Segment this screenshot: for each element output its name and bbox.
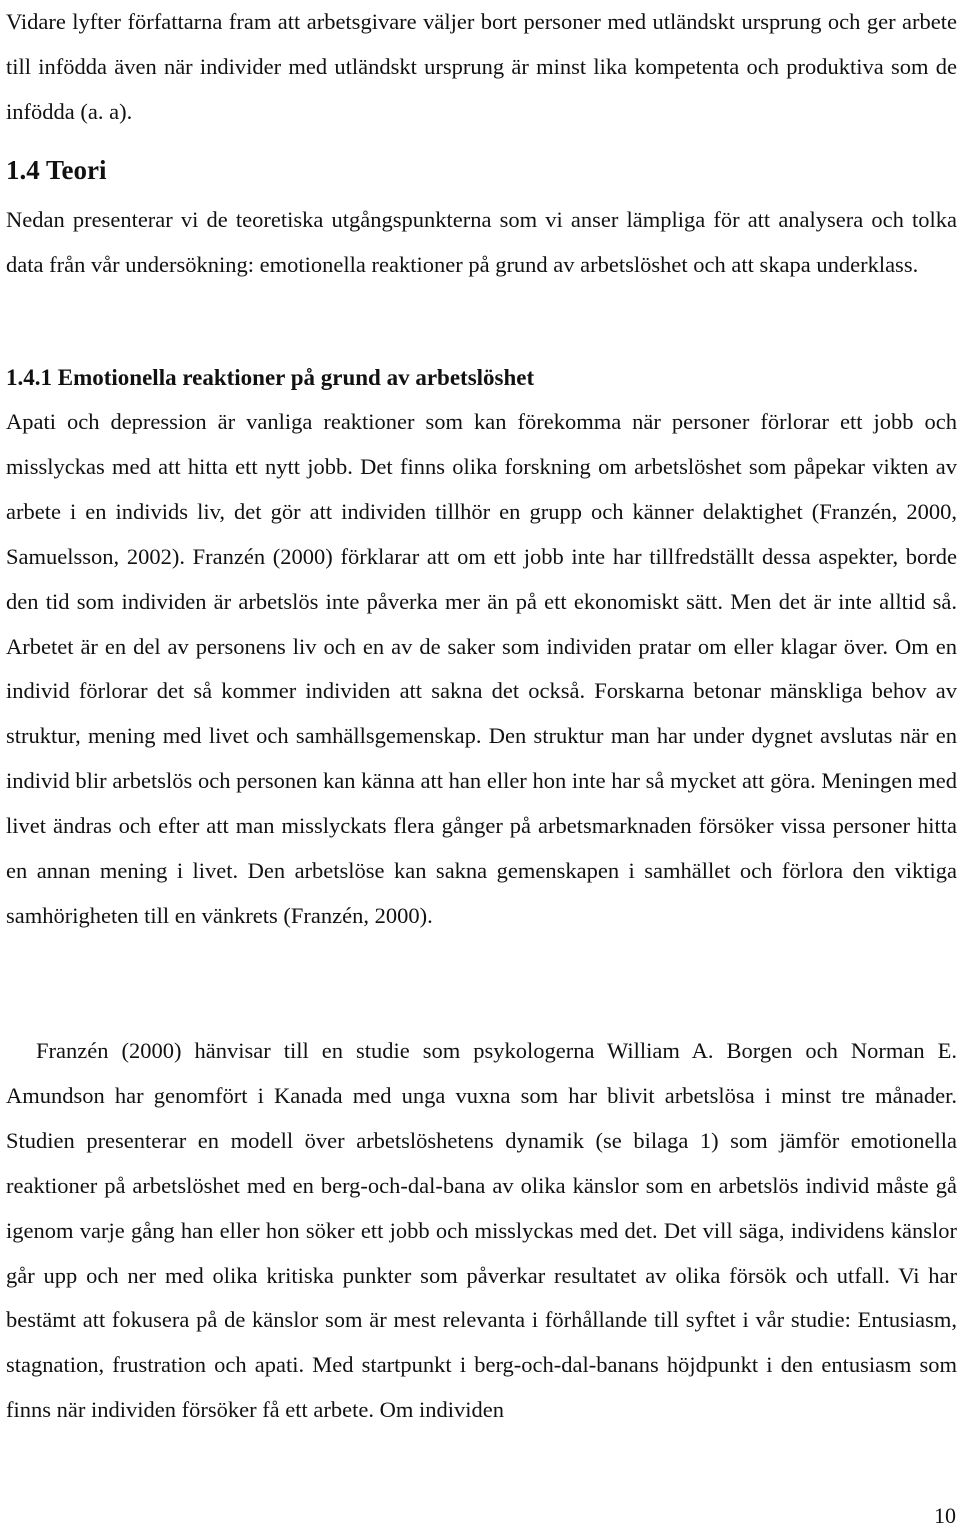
intro-paragraph: Vidare lyfter författarna fram att arbetsgivare väljer bort personer med utländskt ursprung och ger arbete till infödda även när individer med utländskt ursprung är minst lika kompetenta och produktiva som de infödda (a. a). [6, 9, 957, 124]
subsection-heading: 1.4.1 Emotionella reaktioner på grund av arbetslöshet [6, 365, 535, 390]
page-number: 10 [934, 1503, 956, 1528]
section-heading: 1.4 Teori [6, 155, 107, 185]
subsection-paragraph: Apati och depression är vanliga reaktioner som kan förekomma när personer förlorar ett jobb och misslyckas med att hitta ett nytt jobb. Det finns olika forskning om arbetslöshet som påpekar vikten av arbete i en individs liv, det gör att individen tillhör en grupp och känner delaktighet (Franzén, 2000, Samuelsson, 2002). Franzén (2000) förklarar att om ett jobb inte har tillfredställt dessa aspekter, borde den tid som individen är arbetslös inte påverka mer än på ett ekonomiskt sätt. Men det är inte alltid så. Arbetet är en del av personens liv och en av de saker som individen pratar om eller klagar över. Om en individ förlorar det så kommer individen att sakna det också. Forskarna betonar mänskliga behov av struktur, mening med livet och samhällsgemenskap. Den struktur man har under dygnet avslutas när en individ blir arbetslös och personen kan känna att han eller hon inte har så mycket att göra. Meningen med livet ändras och efter att man misslyckats flera gånger på arbetsmarknaden försöker vissa personer hitta en annan mening i livet. Den arbetslöse kan sakna gemenskapen i samhället och förlora den viktiga samhörigheten till en vänkrets (Franzén, 2000). [6, 409, 957, 928]
subsection-paragraph: Franzén (2000) hänvisar till en studie som psykologerna William A. Borgen och Norman E. Amundson har genomfört i Kanada med unga vuxna som har blivit arbetslösa i minst tre månader. Studien presenterar en modell över arbetslöshetens dynamik (se bilaga 1) som jämför emotionella reaktioner på arbetslöshet med en berg-och-dal-bana av olika känslor som en arbetslös individ måste gå igenom varje gång han eller hon söker ett jobb och misslyckas med det. Det vill säga, individens känslor går upp och ner med olika kritiska punkter som påverkar resultatet av olika försök och utfall. Vi har bestämt att fokusera på de känslor som är mest relevanta i förhållande till syftet i vår studie: Entusiasm, stagnation, frustration och apati. Med startpunkt i berg-och-dal-banans höjdpunkt i den entusiasm som finns när individen försöker få ett arbete. Om individen [6, 1038, 957, 1423]
section-paragraph: Nedan presenterar vi de teoretiska utgångspunkterna som vi anser lämpliga för att analysera och tolka data från vår undersökning: emotionella reaktioner på grund av arbetslöshet och att skapa underklass. [6, 207, 957, 277]
